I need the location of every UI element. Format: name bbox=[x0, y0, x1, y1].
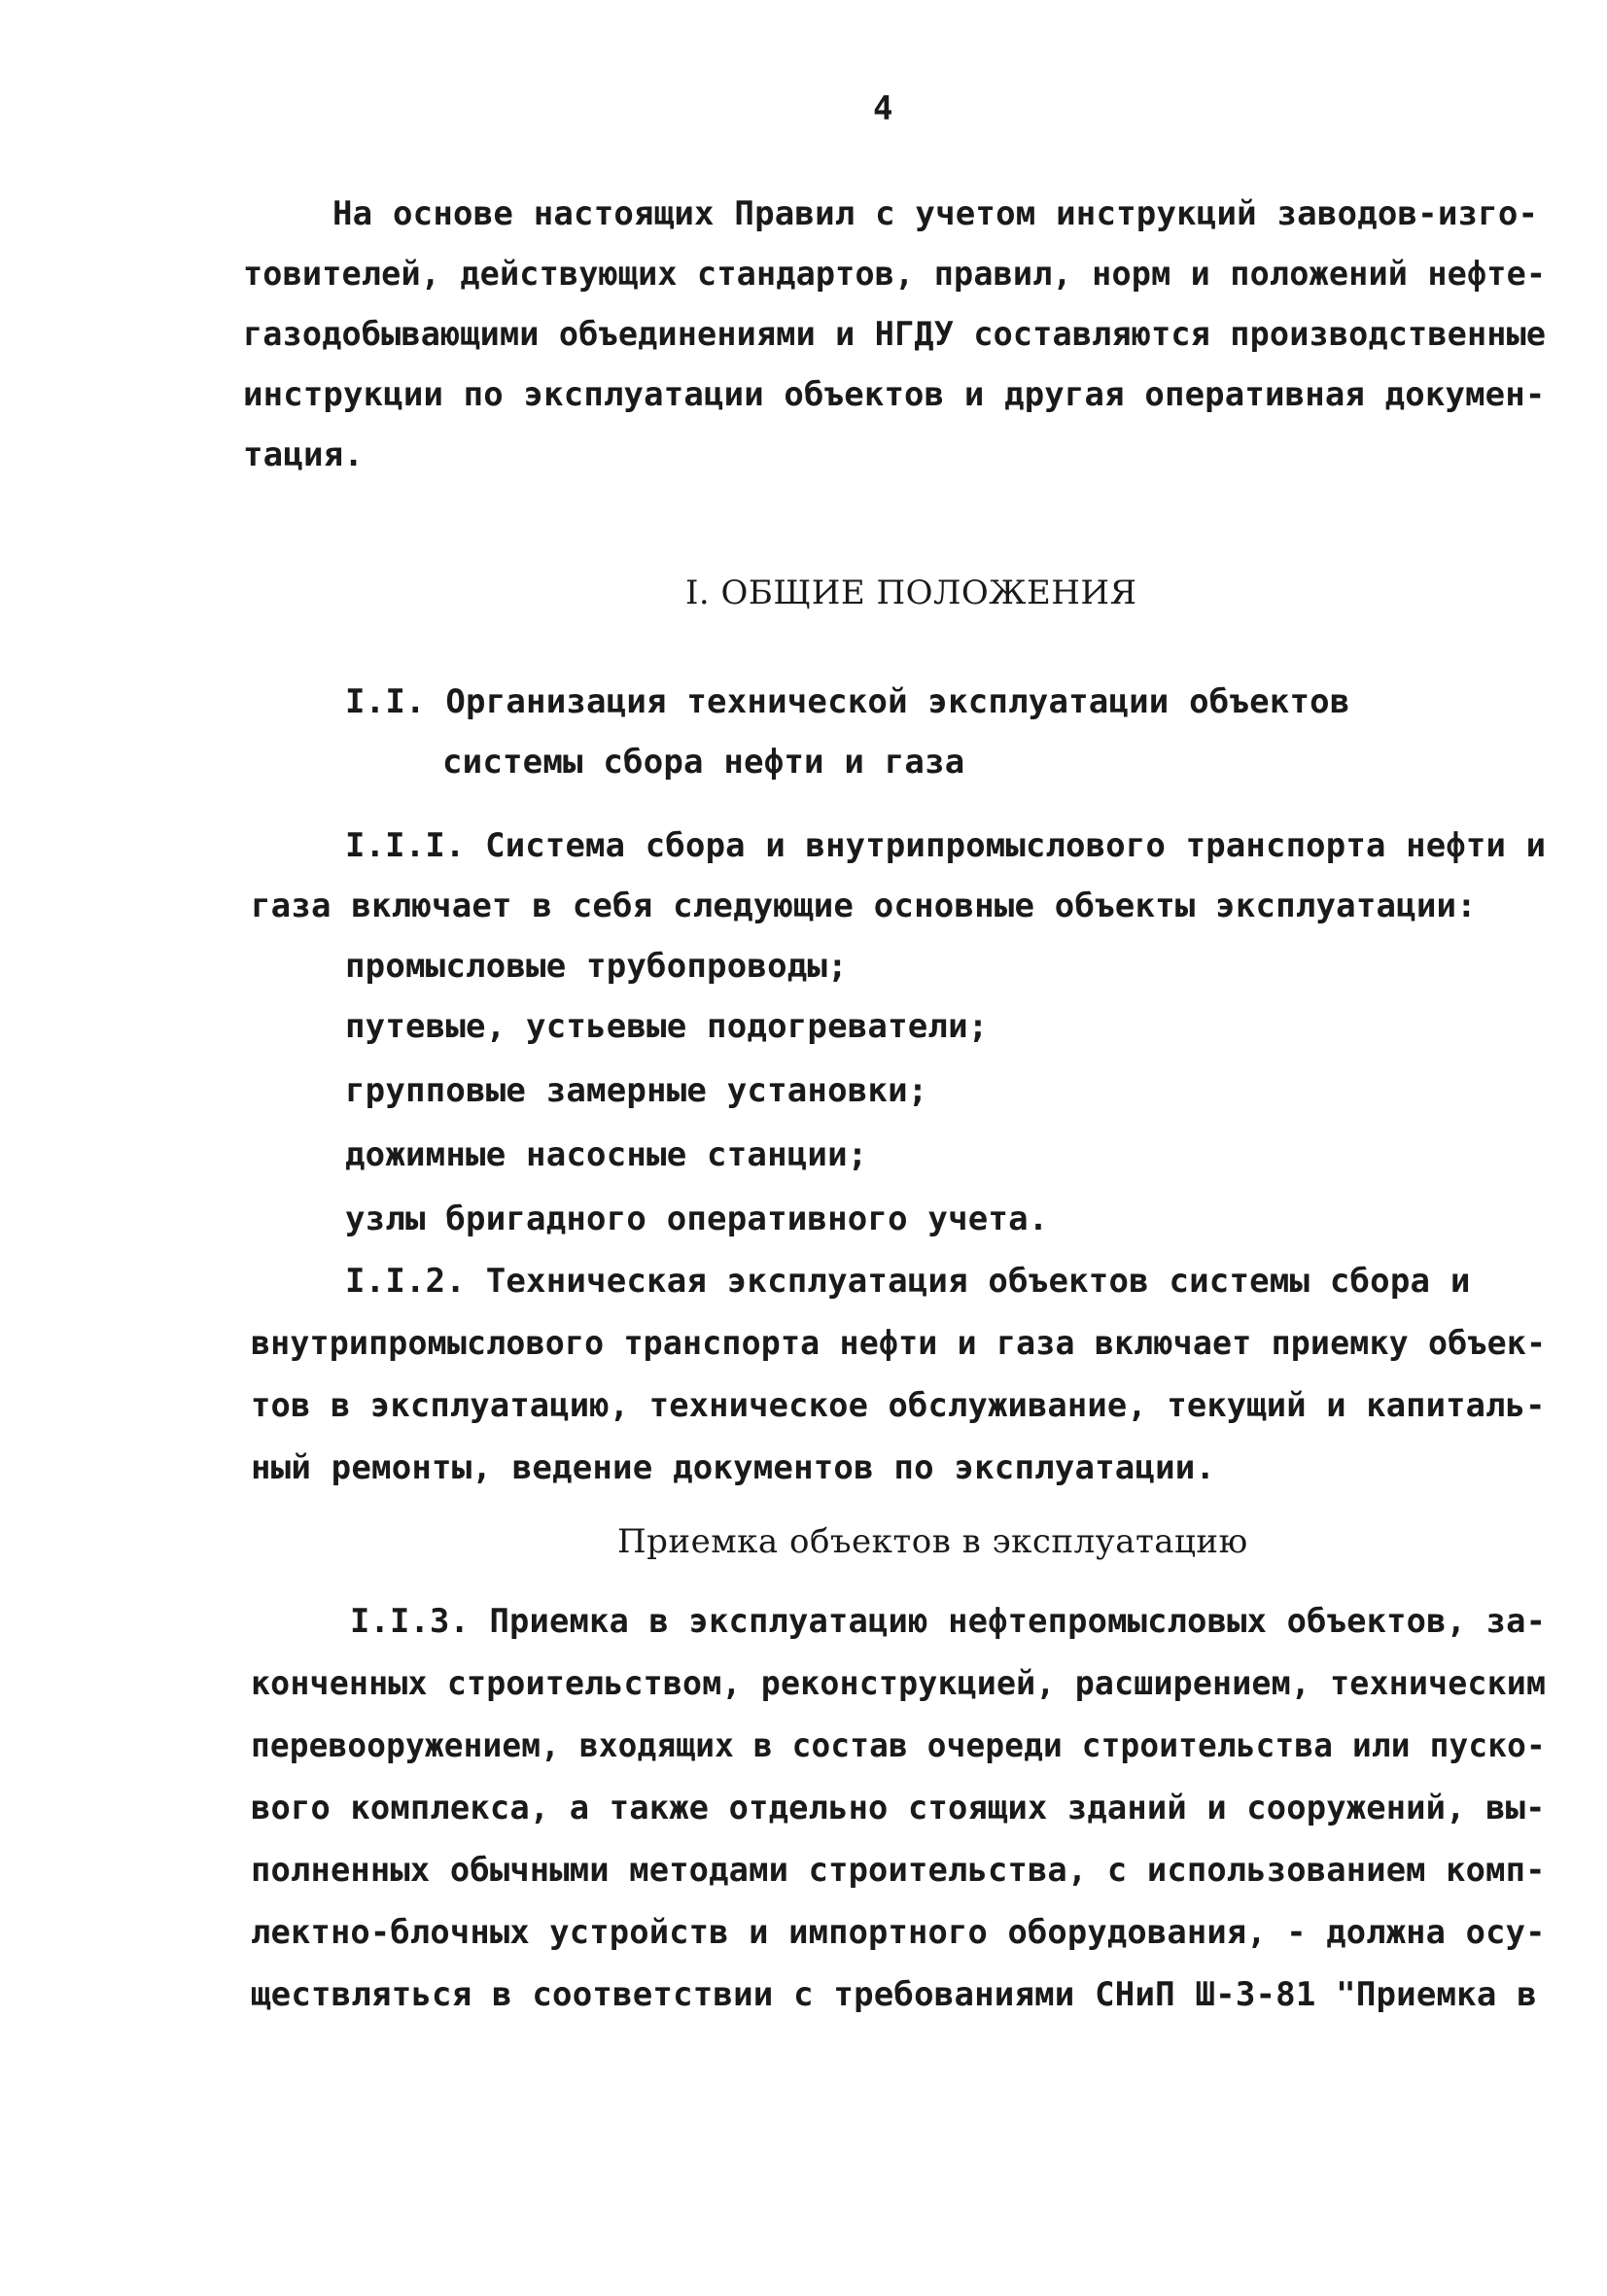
list-item: дожимные насосные станции; bbox=[345, 1135, 868, 1174]
list-item: групповые замерные установки; bbox=[345, 1071, 928, 1110]
para-112-line-2: внутрипромыслового транспорта нефти и газа включает приемку объек- bbox=[251, 1324, 1547, 1363]
page-number: 4 bbox=[873, 89, 893, 128]
intro-line-1: На основе настоящих Правил с учетом инструкций заводов-изго- bbox=[332, 194, 1539, 233]
para-113-line-6: лектно-блочных устройств и импортного оборудования, - должна осу- bbox=[251, 1913, 1546, 1952]
para-113-line-2: конченных строительством, реконструкцией, расширением, техническим bbox=[251, 1664, 1547, 1703]
acceptance-heading: Приемка объектов в эксплуатацию bbox=[617, 1522, 1248, 1561]
intro-line-5: тация. bbox=[243, 435, 365, 474]
subsection-title-line-2: системы сбора нефти и газа bbox=[442, 743, 965, 782]
intro-line-3: газодобывающими объединениями и НГДУ составляются производственные bbox=[243, 315, 1547, 354]
list-item: путевые, устьевые подогреватели; bbox=[345, 1007, 989, 1046]
para-112-line-3: тов в эксплуатацию, техническое обслуживание, текущий и капиталь- bbox=[251, 1386, 1546, 1425]
subsection-title-line-1: I.I. Организация технической эксплуатации объектов bbox=[345, 682, 1350, 721]
para-113-line-7: ществляться в соответствии с требованиями СНиП Ш-3-81 "Приемка в bbox=[251, 1975, 1537, 2014]
list-item: узлы бригадного оперативного учета. bbox=[345, 1200, 1049, 1238]
section-title: I. ОБЩИЕ ПОЛОЖЕНИЯ bbox=[685, 574, 1137, 612]
para-113-line-4: вого комплекса, а также отдельно стоящих зданий и сооружений, вы- bbox=[251, 1789, 1546, 1827]
para-111-line-2: газа включает в себя следующие основные объекты эксплуатации: bbox=[251, 887, 1477, 925]
intro-line-4: инструкции по эксплуатации объектов и другая оперативная докумен- bbox=[243, 375, 1546, 414]
para-113-line-3: перевооружением, входящих в состав очереди строительства или пуско- bbox=[251, 1726, 1546, 1765]
list-item: промысловые трубопроводы; bbox=[345, 947, 848, 986]
para-113-line-5: полненных обычными методами строительства, с использованием комп- bbox=[251, 1851, 1546, 1890]
para-113-line-1: I.I.3. Приемка в эксплуатацию нефтепромысловых объектов, за- bbox=[350, 1602, 1547, 1641]
para-112-line-1: I.I.2. Техническая эксплуатация объектов системы сбора и bbox=[345, 1262, 1471, 1301]
para-112-line-4: ный ремонты, ведение документов по эксплуатации. bbox=[251, 1448, 1216, 1487]
intro-line-2: товителей, действующих стандартов, правил, норм и положений нефте- bbox=[243, 255, 1547, 294]
para-111-line-1: I.I.I. Система сбора и внутрипромыслового транспорта нефти и bbox=[345, 826, 1547, 865]
